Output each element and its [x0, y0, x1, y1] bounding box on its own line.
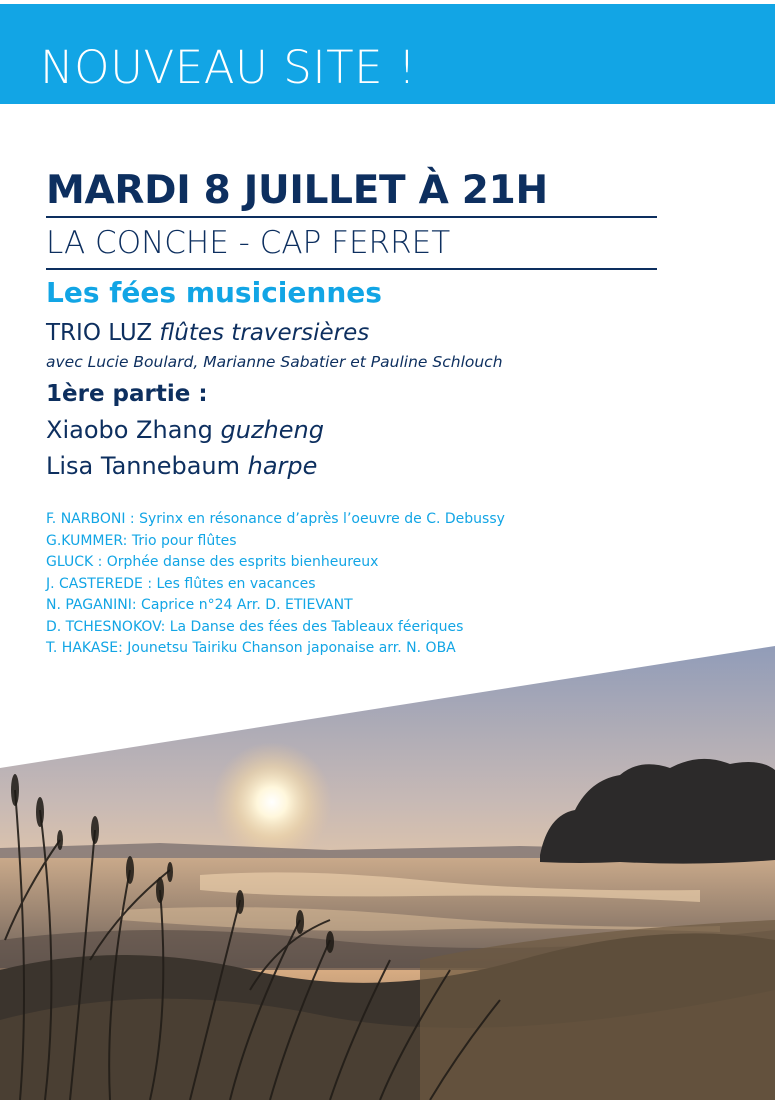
ensemble-line	[46, 316, 657, 350]
event-venue: LA CONCHE - CAP FERRET	[46, 225, 451, 261]
first-part-heading: 1ère partie :	[46, 381, 208, 407]
sunset-photo	[0, 640, 775, 1100]
program-item: F. NARBONI : Syrinx en résonance d’après l’oeuvre de C. Debussy	[46, 511, 505, 527]
artist-instrument: harpe	[247, 452, 318, 480]
artist-line	[46, 412, 657, 448]
program-item: J. CASTEREDE : Les flûtes en vacances	[46, 575, 316, 592]
artist-instrument: guzheng	[220, 416, 324, 444]
performers-line: avec Lucie Boulard, Marianne Sabatier et Pauline Schlouch	[46, 353, 503, 371]
artist-name: Xiaobo Zhang	[46, 416, 213, 444]
ensemble-name: TRIO LUZ	[46, 320, 153, 346]
new-site-banner[interactable]	[0, 4, 775, 104]
program-item: N. PAGANINI: Caprice n°24 Arr. D. ETIEVANT	[46, 597, 353, 613]
artist-line	[46, 448, 657, 484]
program-item: GLUCK : Orphée danse des esprits bienheureux	[46, 554, 379, 570]
event-details	[46, 166, 657, 484]
divider-bottom	[46, 268, 657, 270]
banner-text: NOUVEAU SITE !	[40, 41, 417, 94]
concert-title: Les fées musiciennes	[46, 276, 382, 309]
artist-name: Lisa Tannebaum	[46, 452, 240, 480]
ensemble-instrument: flûtes traversières	[159, 320, 370, 346]
program-item: D. TCHESNOKOV: La Danse des fées des Tableaux féeriques	[46, 618, 464, 635]
program-list	[46, 509, 726, 660]
divider-top	[46, 216, 657, 218]
event-date: MARDI 8 JUILLET À 21H	[46, 168, 548, 213]
program-item: G.KUMMER: Trio pour flûtes	[46, 532, 237, 549]
program-item: T. HAKASE: Jounetsu Tairiku Chanson japonaise arr. N. OBA	[46, 640, 456, 656]
